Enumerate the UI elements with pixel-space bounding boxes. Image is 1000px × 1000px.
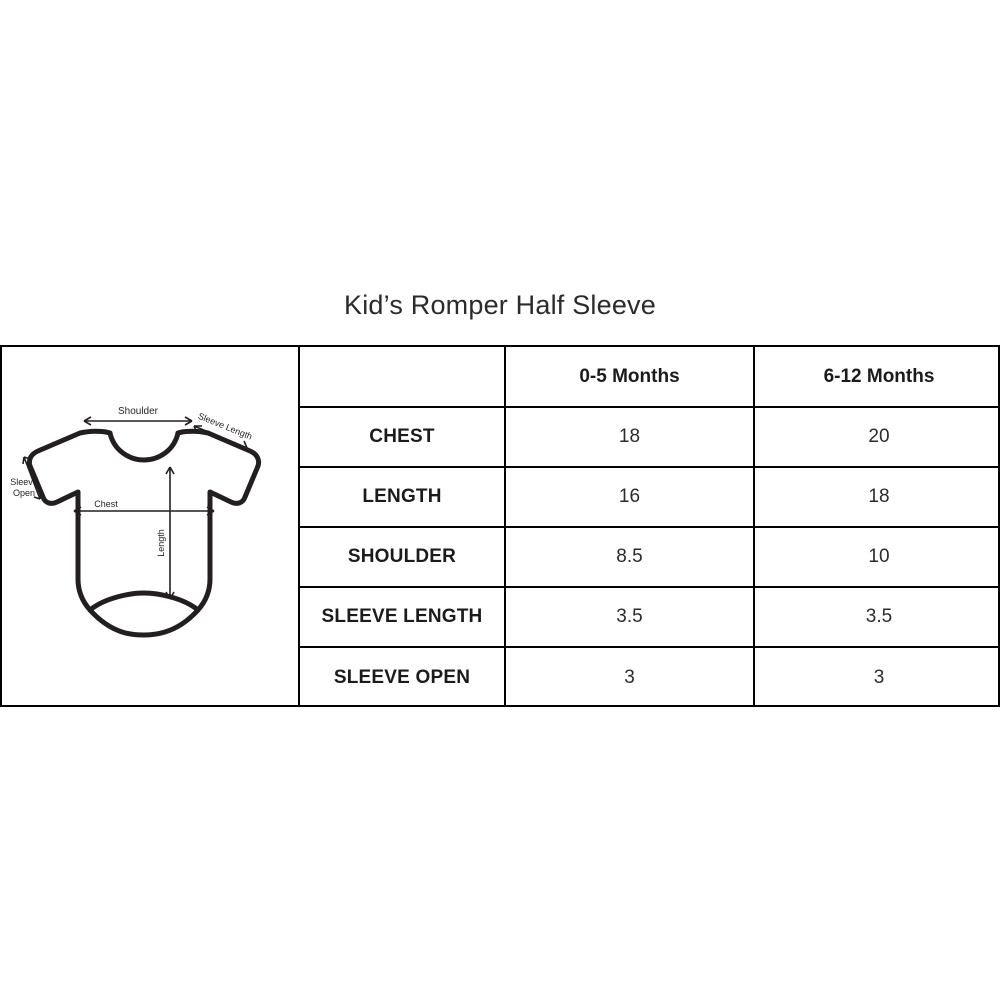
cell-shoulder-0-5: 8.5 <box>505 527 754 587</box>
cell-sleeve-open-0-5: 3 <box>505 647 754 707</box>
cell-length-0-5: 16 <box>505 467 754 527</box>
table-row <box>300 467 1000 527</box>
diagram-label-length: Length <box>156 529 166 557</box>
row-label-length: LENGTH <box>300 467 505 527</box>
size-chart-block <box>0 345 1000 707</box>
table-row <box>300 527 1000 587</box>
table-row <box>300 587 1000 647</box>
cell-chest-0-5: 18 <box>505 407 754 467</box>
row-label-sleeve-length: SLEEVE LENGTH <box>300 587 505 647</box>
diagram-label-shoulder: Shoulder <box>117 406 159 417</box>
cell-sleeve-length-6-12: 3.5 <box>754 587 1000 647</box>
romper-measurement-diagram <box>2 347 300 705</box>
diagram-label-sleeve-open-line2: Open <box>12 488 36 498</box>
table-header-row <box>300 347 1000 407</box>
cell-shoulder-6-12: 10 <box>754 527 1000 587</box>
diagram-label-sleeve-open-line1: Sleeve <box>10 477 38 487</box>
table-corner-header <box>300 347 505 407</box>
diagram-label-sleeve-length: Sleeve Length <box>196 410 254 442</box>
row-label-shoulder: SHOULDER <box>300 527 505 587</box>
size-table <box>300 347 1000 707</box>
cell-length-6-12: 18 <box>754 467 1000 527</box>
table-row <box>300 407 1000 467</box>
cell-chest-6-12: 20 <box>754 407 1000 467</box>
size-table-wrap <box>300 347 1000 705</box>
column-header-0-5-months: 0-5 Months <box>505 347 754 407</box>
diagram-label-chest: Chest <box>94 499 118 509</box>
cell-sleeve-length-0-5: 3.5 <box>505 587 754 647</box>
diagram-cell <box>2 347 300 705</box>
cell-sleeve-open-6-12: 3 <box>754 647 1000 707</box>
row-label-sleeve-open: SLEEVE OPEN <box>300 647 505 707</box>
column-header-6-12-months: 6-12 Months <box>754 347 1000 407</box>
row-label-chest: CHEST <box>300 407 505 467</box>
page-title: Kid’s Romper Half Sleeve <box>344 290 656 320</box>
table-row <box>300 647 1000 707</box>
